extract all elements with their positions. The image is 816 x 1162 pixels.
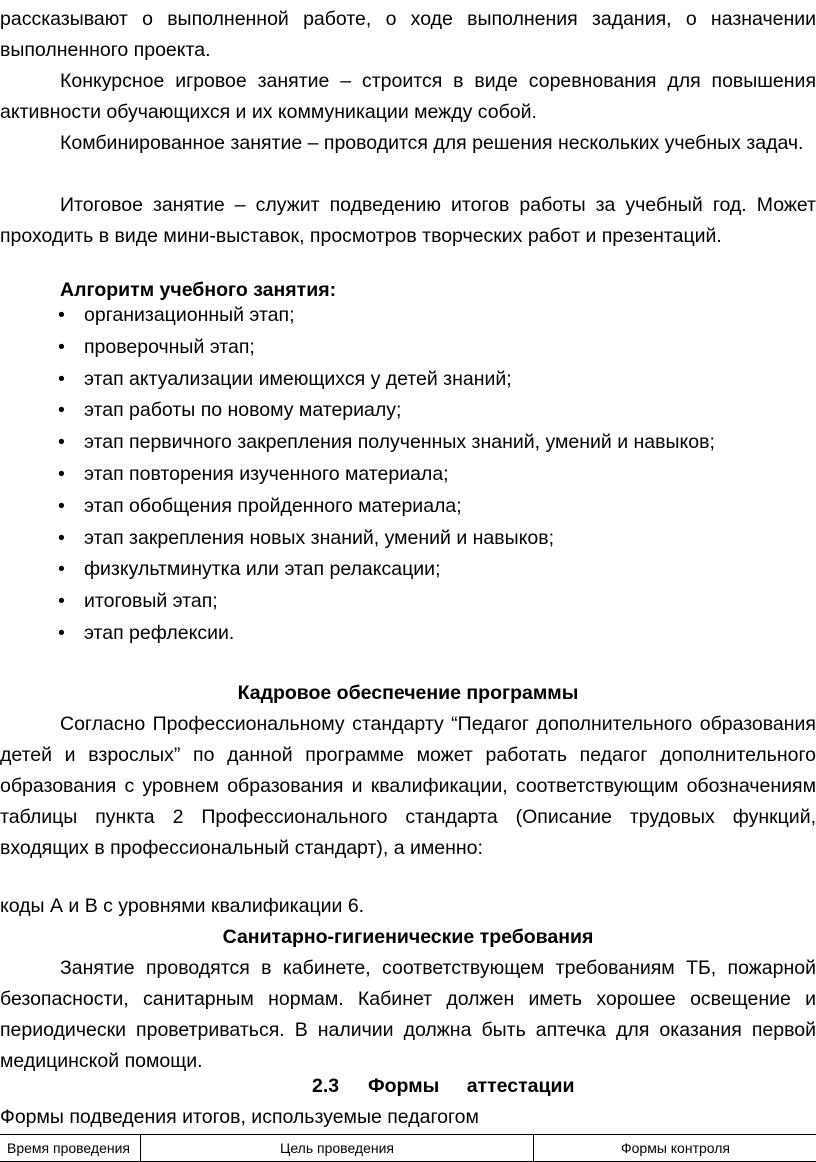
bullet-icon: • bbox=[58, 367, 65, 390]
list-item: • организационный этап; bbox=[0, 300, 715, 332]
algorithm-list bbox=[0, 300, 715, 650]
bullet-icon: • bbox=[58, 558, 65, 581]
list-item: • этап рефлексии. bbox=[0, 618, 715, 650]
list-item: • итоговый этап; bbox=[0, 586, 715, 618]
control-forms-table bbox=[0, 1134, 816, 1162]
table-header-row bbox=[0, 1135, 816, 1162]
section-number: 2.3 bbox=[312, 1075, 340, 1097]
attestation-subtitle: Формы подведения итогов, используемые педагогом bbox=[0, 1106, 479, 1128]
section-title: Формы аттестации bbox=[368, 1075, 575, 1097]
column-header-time: Время проведения bbox=[0, 1135, 141, 1162]
bullet-icon: • bbox=[58, 621, 65, 644]
paragraph-staffing: Согласно Профессиональному стандарту “Педагог дополнительного образования детей и взрослых” по данной программе может работать педагог дополнительного образования с уровнем образования и квалификации, соответствующим обозначениям таблицы пункта 2 Профессионального стандарта (Описание трудовых функций, входящих в профессиональный стандарт), а именно: bbox=[0, 713, 816, 859]
algorithm-heading: Алгоритм учебного занятия: bbox=[60, 279, 337, 301]
bullet-icon: • bbox=[58, 462, 65, 485]
bullet-icon: • bbox=[58, 494, 65, 517]
bullet-icon: • bbox=[58, 431, 65, 454]
list-item: • этап обобщения пройденного материала; bbox=[0, 491, 715, 523]
list-item: • этап закрепления новых знаний, умений и навыков; bbox=[0, 523, 715, 555]
list-item: • этап повторения изученного материала; bbox=[0, 459, 715, 491]
bullet-icon: • bbox=[58, 399, 65, 422]
list-item: • этап первичного закрепления полученных знаний, умений и навыков; bbox=[0, 427, 715, 459]
paragraph-sanitary: Занятие проводятся в кабинете, соответствующем требованиям ТБ, пожарной безопасности, санитарным нормам. Кабинет должен иметь хорошее освещение и периодически проветриваться. В наличии должна быть аптечка для оказания первой медицинской помощи. bbox=[0, 957, 816, 1072]
column-header-forms: Формы контроля bbox=[534, 1135, 816, 1162]
bullet-icon: • bbox=[58, 590, 65, 613]
sanitary-heading: Санитарно-гигиенические требования bbox=[222, 926, 594, 948]
list-item: • этап работы по новому материалу; bbox=[0, 395, 715, 427]
list-item: • физкультминутка или этап релаксации; bbox=[0, 554, 715, 586]
paragraph-project-presentation: рассказывают о выполненной работе, о ходе выполнения задания, о назначении выполненного проекта. bbox=[0, 8, 816, 61]
paragraph-competitive-lesson: Конкурсное игровое занятие – строится в виде соревнования для повышения активности обучающихся и их коммуникации между собой. bbox=[0, 70, 816, 123]
column-header-purpose: Цель проведения bbox=[141, 1135, 534, 1162]
bullet-icon: • bbox=[58, 304, 65, 326]
paragraph-combined-lesson: Комбинированное занятие – проводится для решения нескольких учебных задач. bbox=[60, 132, 804, 154]
list-item: • этап актуализации имеющихся у детей знаний; bbox=[0, 364, 715, 396]
paragraph-final-lesson: Итоговое занятие – служит подведению итогов работы за учебный год. Может проходить в виде мини-выставок, просмотров творческих работ и презентаций. bbox=[0, 194, 816, 247]
bullet-icon: • bbox=[58, 526, 65, 549]
staffing-heading: Кадровое обеспечение программы bbox=[237, 682, 579, 704]
bullet-icon: • bbox=[58, 335, 65, 358]
paragraph-qualification-codes: коды А и В с уровнями квалификации 6. bbox=[0, 895, 365, 917]
list-item: • проверочный этап; bbox=[0, 332, 715, 364]
